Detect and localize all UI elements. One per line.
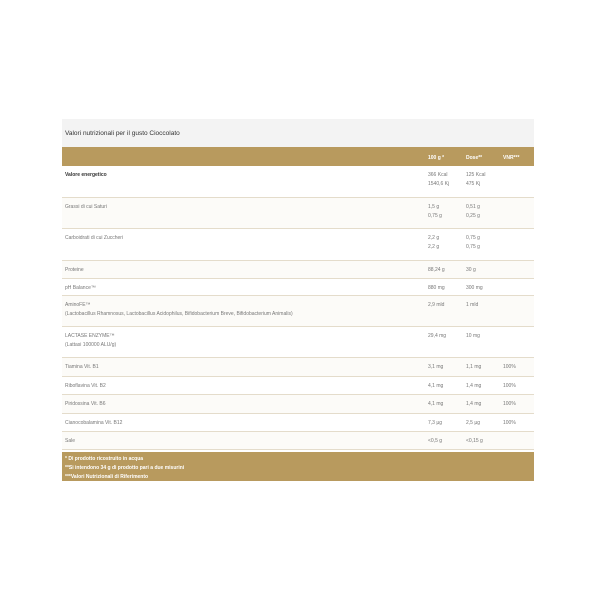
table-row [62,296,534,327]
table-row [62,279,534,296]
value-dose: 125 Kcal [466,172,486,178]
value-100g: 29,4 mg [428,333,447,339]
value-vnr: 100% [503,401,516,407]
value-dose: 0,25 g [466,213,480,219]
value-100g: 3,1 mg [428,364,444,370]
value-vnr: 100% [503,364,516,370]
value-dose: 475 Kj [466,181,481,187]
table-row [62,377,534,395]
table-row [62,358,534,377]
row-label: Proteine [65,267,84,273]
value-100g: 880 mg [428,285,445,291]
table-row [62,432,534,450]
value-dose: 1,1 mg [466,364,482,370]
value-vnr: 100% [503,420,516,426]
table-row [62,327,534,358]
value-100g: 7,3 µg [428,420,443,426]
value-100g: 2,2 g [428,235,440,241]
table-row [62,261,534,279]
footnote-3: ***Valori Nutrizionali di Riferimento [65,474,149,480]
value-dose: 300 mg [466,285,483,291]
header-vnr: VNR*** [503,155,520,161]
table-header [62,149,534,166]
nutrition-panel [62,119,534,481]
value-vnr: 100% [503,383,516,389]
value-dose: 30 g [466,267,476,273]
value-100g: 4,1 mg [428,401,444,407]
value-dose: 1,4 mg [466,401,482,407]
value-100g: 1540,6 Kj [428,181,450,187]
value-100g: 0,75 g [428,213,442,219]
value-100g: 2,9 mld [428,302,445,308]
row-label: Riboflavina Vit. B2 [65,383,106,389]
table-title: Valori nutrizionali per il gusto Cioccolato [65,130,180,137]
table-row [62,166,534,198]
row-label: Cianocobalamina Vit. B12 [65,420,123,426]
row-label: Carboidrati di cui Zuccheri [65,235,124,241]
value-dose: 1,4 mg [466,383,482,389]
value-dose: <0,15 g [466,438,483,444]
value-100g: 2,2 g [428,244,440,250]
row-label: Valore energetico [65,172,107,178]
value-100g: 4,1 mg [428,383,444,389]
table-body [62,166,534,450]
table-row [62,395,534,414]
row-label: LACTASE ENZYME™ [65,333,115,339]
value-dose: 0,75 g [466,235,480,241]
row-label: Tiamina Vit. B1 [65,364,99,370]
table-row [62,198,534,229]
value-100g: 1,5 g [428,204,440,210]
header-100g: 100 g * [428,155,445,161]
value-100g: 88,24 g [428,267,445,273]
footnotes [62,452,534,481]
footnote-1: * Di prodotto ricostruito in acqua [65,456,144,462]
header-dose: Dose** [466,155,483,161]
table-row [62,229,534,261]
row-label: (Lattasi 100000 ALU/g) [65,342,117,348]
value-dose: 10 mg [466,333,480,339]
row-label: Sale [65,438,76,444]
row-label: pH Balance™ [65,285,96,291]
title-bar [62,119,534,147]
row-label: AminoFE™ [65,302,91,308]
value-100g: 366 Kcal [428,172,448,178]
value-100g: <0,5 g [428,438,443,444]
row-label: (Lactobacillus Rhamnosus, Lactobacillus Acidophilus, Bifidobacterium Breve, Bifidobacterium Animalis) [65,311,293,317]
row-label: Piridossina Vit. B6 [65,401,106,407]
row-label: Grassi di cui Saturi [65,204,107,210]
value-dose: 0,51 g [466,204,480,210]
value-dose: 1 mld [466,302,479,308]
table-row [62,414,534,432]
value-dose: 0,75 g [466,244,480,250]
footnote-2: **Si intendono 34 g di prodotto pari a due misurini [65,465,185,471]
value-dose: 2,5 µg [466,420,481,426]
